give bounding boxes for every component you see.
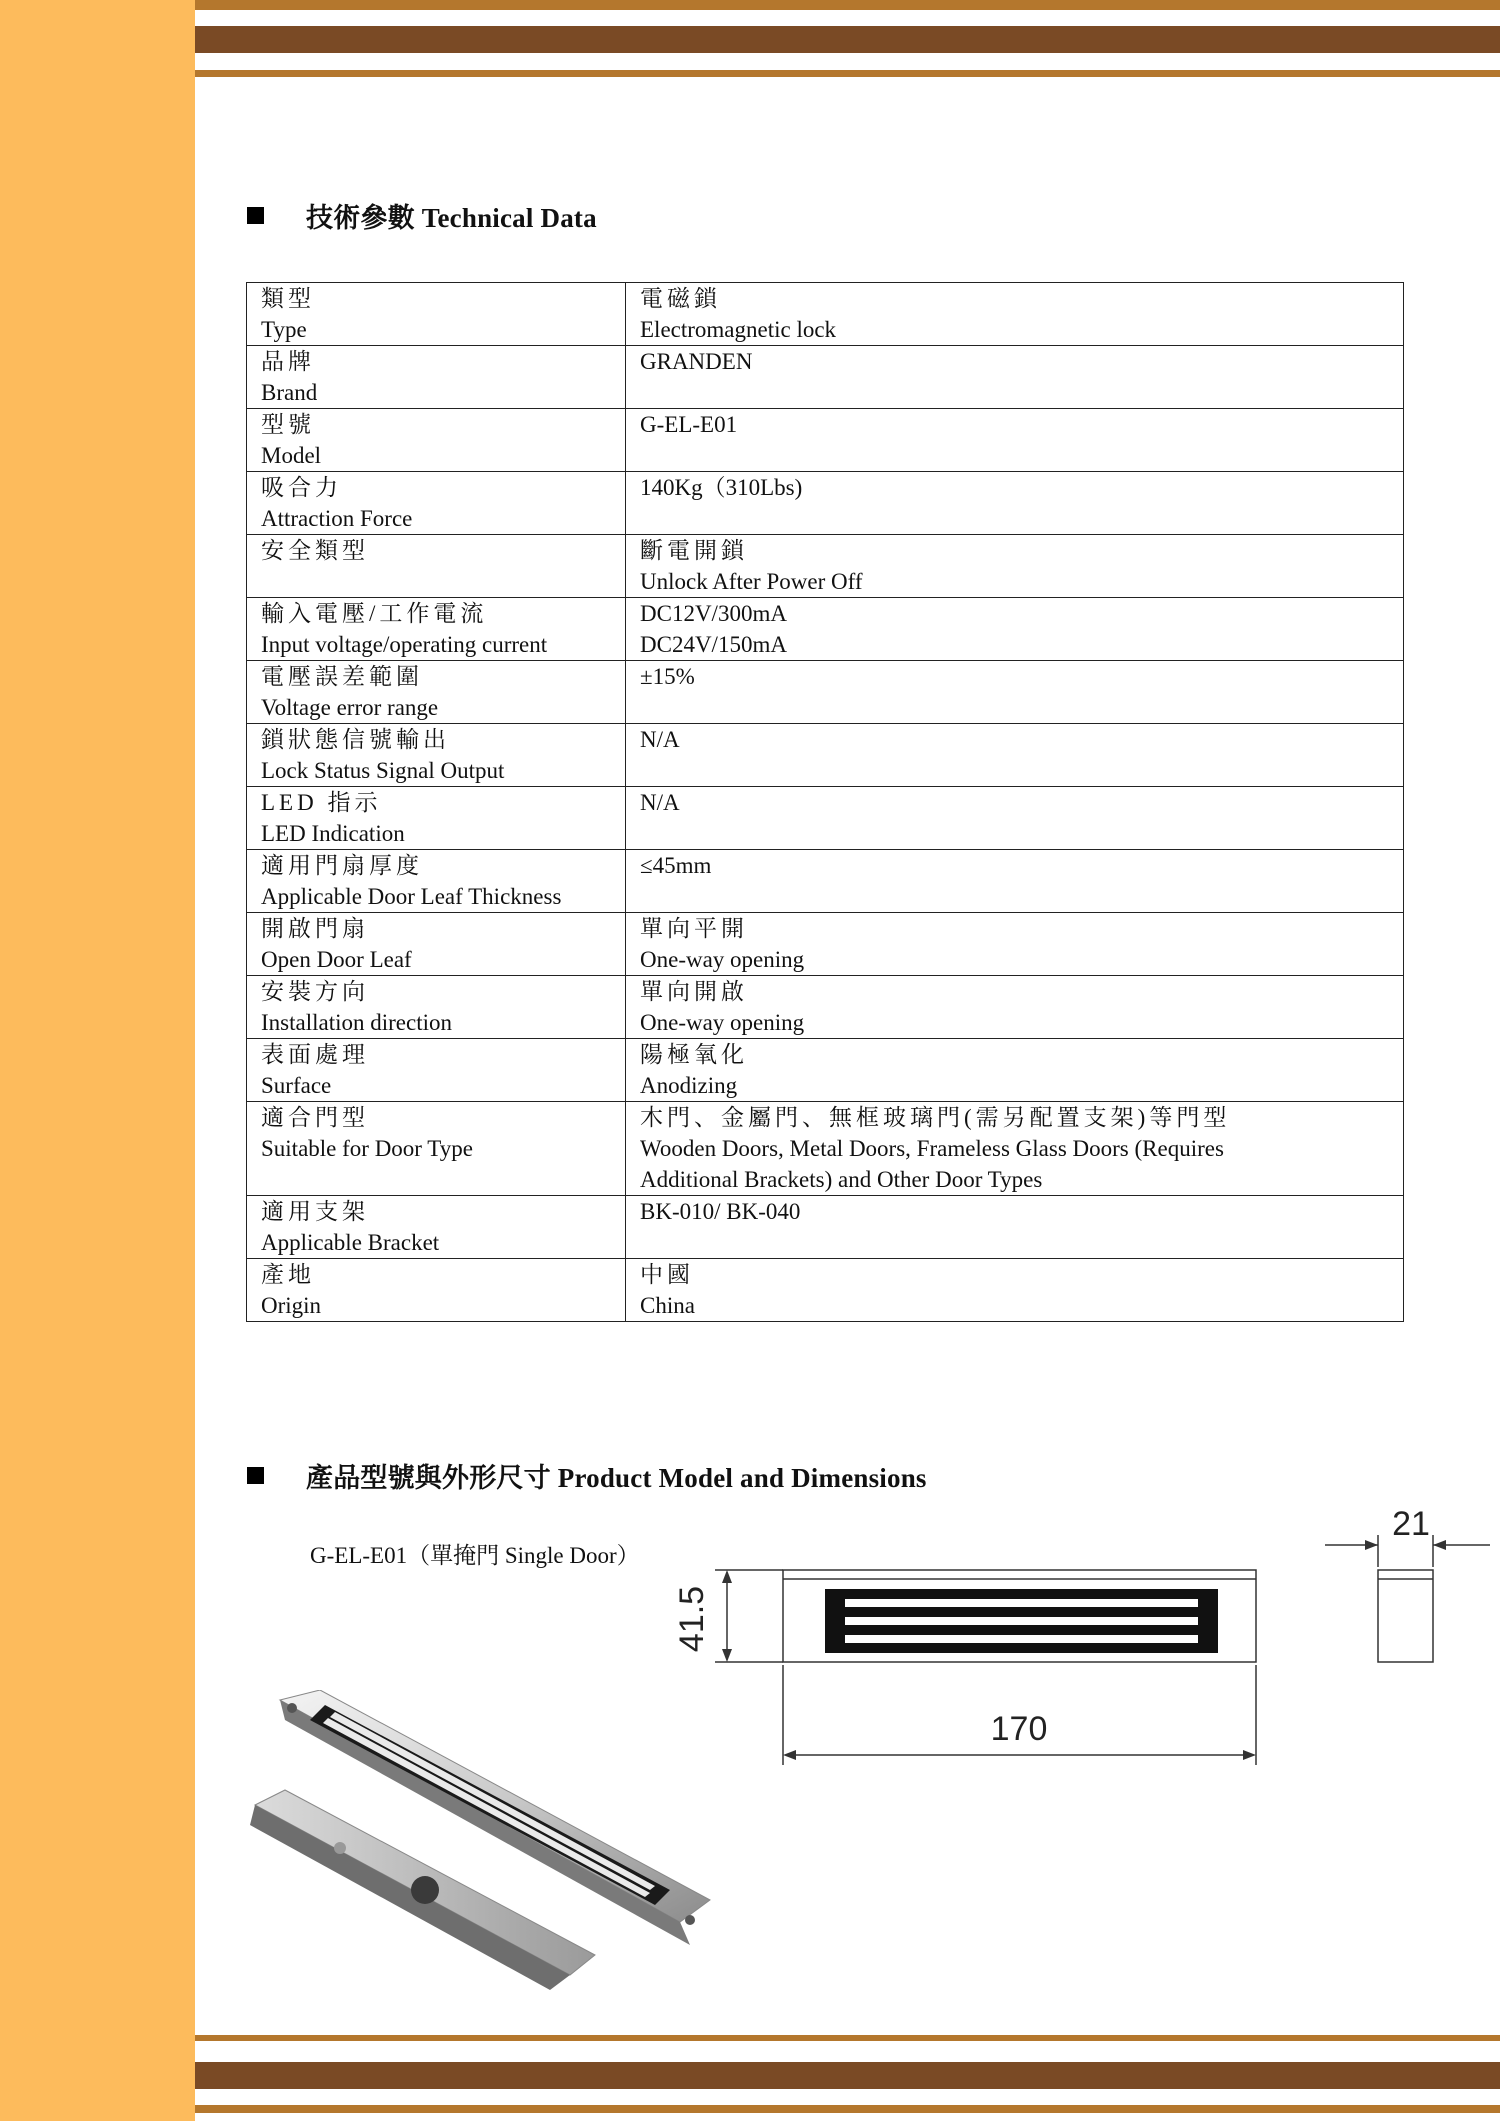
spec-value-line: Unlock After Power Off — [640, 569, 863, 594]
spec-label-en: Surface — [261, 1073, 332, 1098]
spec-value-cell — [626, 850, 1404, 913]
spec-value-cell — [626, 472, 1404, 535]
spec-value-line: Wooden Doors, Metal Doors, Frameless Glass Doors (Requires — [640, 1136, 1224, 1161]
spec-label-en: Brand — [261, 380, 318, 405]
spec-label-en: Installation direction — [261, 1010, 452, 1035]
spec-row — [247, 472, 1404, 535]
spec-value-cell — [626, 409, 1404, 472]
spec-label-cell — [247, 1259, 626, 1322]
spec-label-cell — [247, 724, 626, 787]
spec-label-en: Attraction Force — [261, 506, 413, 531]
spec-label-cell — [247, 976, 626, 1039]
footer-stripe-top — [195, 2035, 1500, 2041]
spec-value-line: 單向開啟 — [640, 979, 748, 1004]
spec-label-zh: 適用門扇厚度 — [261, 853, 423, 878]
spec-row — [247, 535, 1404, 598]
spec-label-zh: 開啟門扇 — [261, 916, 369, 941]
header-stripe-bottom — [195, 70, 1500, 77]
spec-label-cell — [247, 1102, 626, 1196]
spec-value-line: ≤45mm — [640, 853, 712, 878]
spec-value-cell — [626, 346, 1404, 409]
side-view-drawing — [1320, 1495, 1495, 1695]
spec-label-en: Origin — [261, 1293, 322, 1318]
spec-value-cell — [626, 1102, 1404, 1196]
spec-value-line: One-way opening — [640, 1010, 805, 1035]
spec-value-cell — [626, 1196, 1404, 1259]
spec-value-line: N/A — [640, 790, 680, 815]
spec-row — [247, 346, 1404, 409]
spec-label-zh: 安全類型 — [261, 538, 369, 563]
spec-row — [247, 787, 1404, 850]
spec-row — [247, 1039, 1404, 1102]
spec-label-cell — [247, 346, 626, 409]
spec-label-zh: 鎖狀態信號輸出 — [261, 727, 450, 752]
spec-value-line: GRANDEN — [640, 349, 753, 374]
side-band — [0, 0, 195, 2121]
spec-label-cell — [247, 409, 626, 472]
spec-value-line: 斷電開鎖 — [640, 538, 748, 563]
spec-label-cell — [247, 535, 626, 598]
product-dimensions-title: 產品型號與外形尺寸 Product Model and Dimensions — [306, 1463, 927, 1493]
spec-label-cell — [247, 1196, 626, 1259]
spec-value-cell — [626, 598, 1404, 661]
spec-value-line: Additional Brackets) and Other Door Types — [640, 1167, 1043, 1192]
depth-dimension-label: 21 — [1392, 1505, 1430, 1543]
spec-value-line: ±15% — [640, 664, 695, 689]
spec-label-zh: 吸合力 — [261, 475, 342, 500]
spec-label-cell — [247, 472, 626, 535]
spec-label-en: Input voltage/operating current — [261, 632, 548, 657]
spec-label-cell — [247, 787, 626, 850]
spec-label-en: Voltage error range — [261, 695, 439, 720]
spec-value-cell — [626, 535, 1404, 598]
spec-label-zh: 類型 — [261, 286, 315, 311]
spec-value-line: Anodizing — [640, 1073, 738, 1098]
spec-value-cell — [626, 1259, 1404, 1322]
spec-row — [247, 283, 1404, 346]
spec-label-zh: 輸入電壓/工作電流 — [261, 601, 488, 626]
model-caption: G-EL-E01（單掩門 Single Door） — [310, 1543, 640, 1568]
spec-value-cell — [626, 976, 1404, 1039]
spec-label-zh: 適用支架 — [261, 1199, 369, 1224]
footer-stripe-main — [195, 2062, 1500, 2089]
spec-value-line: DC24V/150mA — [640, 632, 787, 657]
spec-value-line: One-way opening — [640, 947, 805, 972]
spec-row — [247, 850, 1404, 913]
technical-data-heading — [247, 196, 597, 235]
spec-label-zh: 電壓誤差範圍 — [261, 664, 423, 689]
spec-label-en: Model — [261, 443, 322, 468]
spec-label-zh: 產地 — [261, 1262, 315, 1287]
spec-row — [247, 409, 1404, 472]
spec-label-en: Open Door Leaf — [261, 947, 412, 972]
spec-value-cell — [626, 283, 1404, 346]
spec-row — [247, 1102, 1404, 1196]
square-bullet-icon — [247, 207, 264, 224]
spec-row — [247, 598, 1404, 661]
header-stripe-main — [195, 26, 1500, 53]
spec-label-zh: 安裝方向 — [261, 979, 369, 1004]
spec-label-zh: 型號 — [261, 412, 315, 437]
spec-value-line: 140Kg（310Lbs) — [640, 475, 803, 500]
spec-value-cell — [626, 661, 1404, 724]
front-view-drawing — [655, 1495, 1275, 1780]
spec-value-cell — [626, 1039, 1404, 1102]
spec-value-line: DC12V/300mA — [640, 601, 787, 626]
footer-stripe-bottom — [195, 2105, 1500, 2113]
spec-row — [247, 976, 1404, 1039]
square-bullet-icon — [247, 1467, 264, 1484]
technical-data-title: 技術參數 Technical Data — [306, 203, 597, 233]
spec-label-en: Applicable Door Leaf Thickness — [261, 884, 562, 909]
spec-label-cell — [247, 850, 626, 913]
spec-value-line: Electromagnetic lock — [640, 317, 837, 342]
spec-table — [246, 282, 1404, 1322]
spec-row — [247, 1259, 1404, 1322]
spec-row — [247, 913, 1404, 976]
spec-label-cell — [247, 283, 626, 346]
spec-label-cell — [247, 1039, 626, 1102]
spec-value-cell — [626, 787, 1404, 850]
spec-value-cell — [626, 724, 1404, 787]
length-dimension-label: 170 — [990, 1710, 1048, 1748]
spec-row — [247, 661, 1404, 724]
spec-value-line: 單向平開 — [640, 916, 748, 941]
spec-value-cell — [626, 913, 1404, 976]
spec-label-en: Lock Status Signal Output — [261, 758, 505, 783]
spec-value-line: 木門、金屬門、無框玻璃門(需另配置支架)等門型 — [640, 1105, 1231, 1130]
spec-label-en: Suitable for Door Type — [261, 1136, 473, 1161]
spec-label-en: LED Indication — [261, 821, 405, 846]
spec-label-cell — [247, 661, 626, 724]
spec-label-cell — [247, 598, 626, 661]
spec-label-en — [261, 566, 613, 597]
spec-row — [247, 724, 1404, 787]
spec-value-line: China — [640, 1293, 695, 1318]
spec-row — [247, 1196, 1404, 1259]
spec-value-line: BK-010/ BK-040 — [640, 1199, 801, 1224]
spec-value-line: 中國 — [640, 1262, 694, 1287]
spec-label-cell — [247, 913, 626, 976]
spec-label-zh: LED 指示 — [261, 790, 382, 815]
spec-value-line: 電磁鎖 — [640, 286, 721, 311]
product-dimensions-heading — [247, 1456, 927, 1495]
product-photo — [250, 1690, 720, 2020]
spec-value-line: 陽極氧化 — [640, 1042, 748, 1067]
spec-label-zh: 適合門型 — [261, 1105, 369, 1130]
spec-value-line: G-EL-E01 — [640, 412, 738, 437]
height-dimension-label: 41.5 — [673, 1585, 711, 1653]
spec-value-line: N/A — [640, 727, 680, 752]
spec-label-zh: 品牌 — [261, 349, 315, 374]
spec-label-zh: 表面處理 — [261, 1042, 369, 1067]
spec-label-en: Applicable Bracket — [261, 1230, 440, 1255]
spec-label-en: Type — [261, 317, 307, 342]
header-stripe-top — [195, 0, 1500, 10]
